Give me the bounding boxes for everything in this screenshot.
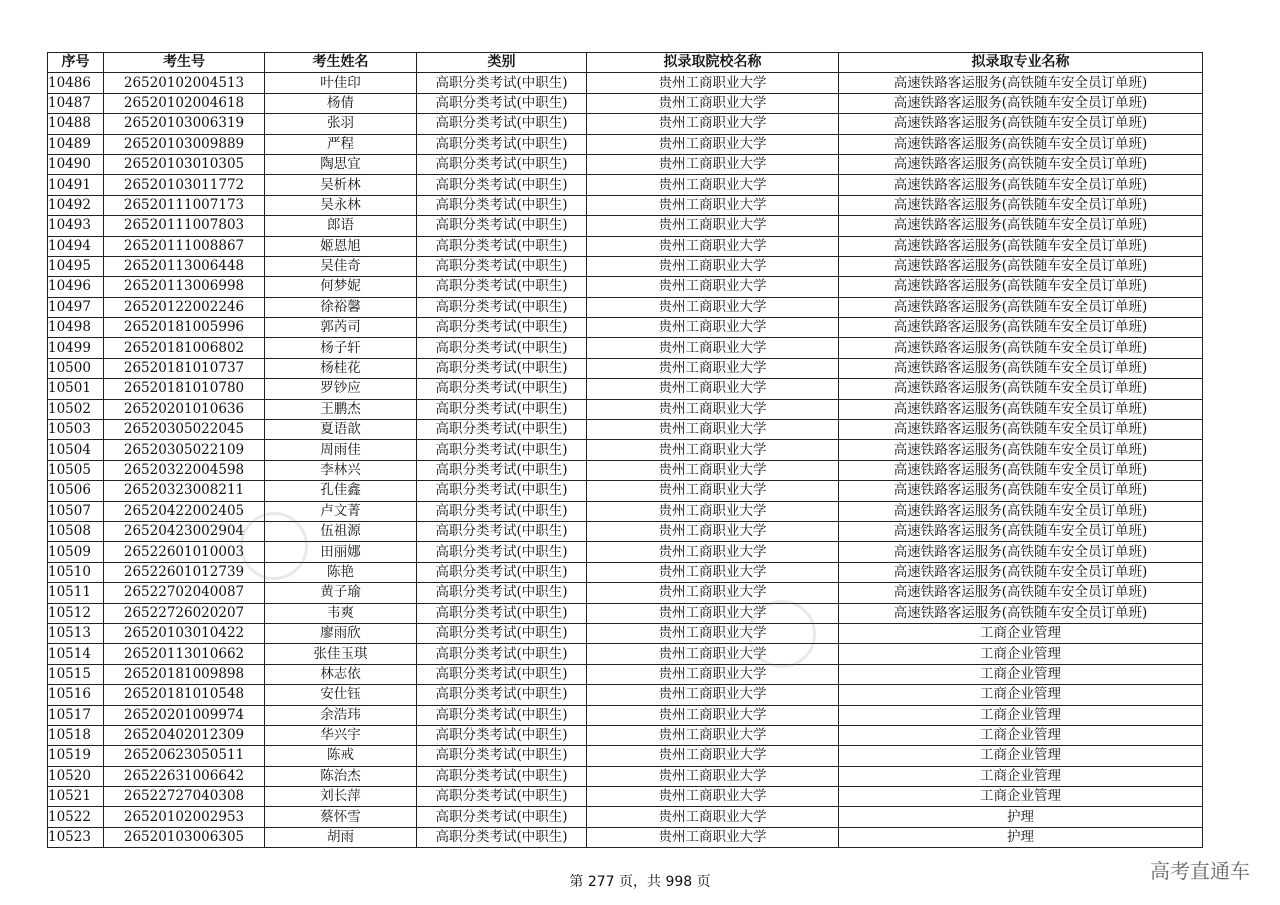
cell-category: 高职分类考试(中职生) (417, 542, 587, 562)
cell-name: 夏语歆 (265, 420, 417, 440)
table-row (48, 93, 1203, 113)
cell-name: 华兴宇 (265, 725, 417, 745)
cell-major: 工商企业管理 (839, 787, 1203, 807)
cell-school: 贵州工商职业大学 (587, 807, 839, 827)
cell-name: 林志依 (265, 664, 417, 684)
cell-school: 贵州工商职业大学 (587, 746, 839, 766)
cell-school: 贵州工商职业大学 (587, 93, 839, 113)
cell-major: 工商企业管理 (839, 725, 1203, 745)
page-number: 第 277 页，共 998 页 (569, 874, 711, 890)
cell-category: 高职分类考试(中职生) (417, 787, 587, 807)
cell-name: 卢文菁 (265, 501, 417, 521)
cell-exam-id: 26520103009889 (104, 134, 265, 154)
cell-major: 高速铁路客运服务(高铁随车安全员订单班) (839, 460, 1203, 480)
cell-category: 高职分类考试(中职生) (417, 725, 587, 745)
cell-exam-id: 26522601012739 (104, 562, 265, 582)
cell-school: 贵州工商职业大学 (587, 603, 839, 623)
cell-major: 工商企业管理 (839, 685, 1203, 705)
cell-category: 高职分类考试(中职生) (417, 746, 587, 766)
cell-seq: 10504 (48, 440, 104, 460)
cell-major: 高速铁路客运服务(高铁随车安全员订单班) (839, 501, 1203, 521)
header-seq: 序号 (48, 53, 104, 73)
cell-exam-id: 26520623050511 (104, 746, 265, 766)
cell-name: 严程 (265, 134, 417, 154)
cell-name: 吴永林 (265, 195, 417, 215)
cell-school: 贵州工商职业大学 (587, 521, 839, 541)
cell-major: 高速铁路客运服务(高铁随车安全员订单班) (839, 603, 1203, 623)
cell-major: 高速铁路客运服务(高铁随车安全员订单班) (839, 73, 1203, 93)
cell-school: 贵州工商职业大学 (587, 685, 839, 705)
cell-name: 余浩玮 (265, 705, 417, 725)
cell-category: 高职分类考试(中职生) (417, 420, 587, 440)
admission-table-container (47, 52, 1202, 848)
table-row (48, 725, 1203, 745)
cell-category: 高职分类考试(中职生) (417, 277, 587, 297)
table-row (48, 623, 1203, 643)
cell-major: 高速铁路客运服务(高铁随车安全员订单班) (839, 297, 1203, 317)
cell-category: 高职分类考试(中职生) (417, 358, 587, 378)
table-row (48, 399, 1203, 419)
cell-category: 高职分类考试(中职生) (417, 705, 587, 725)
cell-seq: 10495 (48, 256, 104, 276)
cell-seq: 10502 (48, 399, 104, 419)
header-name: 考生姓名 (265, 53, 417, 73)
cell-school: 贵州工商职业大学 (587, 766, 839, 786)
table-row (48, 195, 1203, 215)
header-school: 拟录取院校名称 (587, 53, 839, 73)
cell-seq: 10490 (48, 154, 104, 174)
cell-name: 孔佳鑫 (265, 481, 417, 501)
cell-exam-id: 26522601010003 (104, 542, 265, 562)
cell-name: 黄子瑜 (265, 583, 417, 603)
cell-major: 高速铁路客运服务(高铁随车安全员订单班) (839, 521, 1203, 541)
cell-major: 工商企业管理 (839, 664, 1203, 684)
cell-seq: 10522 (48, 807, 104, 827)
cell-seq: 10492 (48, 195, 104, 215)
cell-major: 高速铁路客运服务(高铁随车安全员订单班) (839, 175, 1203, 195)
cell-seq: 10520 (48, 766, 104, 786)
table-row (48, 216, 1203, 236)
cell-major: 高速铁路客运服务(高铁随车安全员订单班) (839, 114, 1203, 134)
cell-seq: 10512 (48, 603, 104, 623)
cell-category: 高职分类考试(中职生) (417, 338, 587, 358)
header-exam-id: 考生号 (104, 53, 265, 73)
cell-school: 贵州工商职业大学 (587, 787, 839, 807)
cell-exam-id: 26520181005996 (104, 318, 265, 338)
cell-name: 田丽娜 (265, 542, 417, 562)
cell-school: 贵州工商职业大学 (587, 134, 839, 154)
cell-exam-id: 26522702040087 (104, 583, 265, 603)
cell-exam-id: 26520103006319 (104, 114, 265, 134)
brand-watermark: 高考直通车 (1150, 859, 1250, 883)
cell-school: 贵州工商职业大学 (587, 583, 839, 603)
cell-exam-id: 26520111007173 (104, 195, 265, 215)
cell-category: 高职分类考试(中职生) (417, 93, 587, 113)
cell-exam-id: 26520113010662 (104, 644, 265, 664)
cell-name: 郭芮司 (265, 318, 417, 338)
cell-seq: 10501 (48, 379, 104, 399)
cell-exam-id: 26520102004618 (104, 93, 265, 113)
cell-exam-id: 26520181006802 (104, 338, 265, 358)
cell-school: 贵州工商职业大学 (587, 256, 839, 276)
cell-major: 高速铁路客运服务(高铁随车安全员订单班) (839, 216, 1203, 236)
table-row (48, 807, 1203, 827)
watermark-seal-left (240, 512, 308, 580)
cell-category: 高职分类考试(中职生) (417, 562, 587, 582)
cell-exam-id: 26520103010422 (104, 623, 265, 643)
cell-name: 郎语 (265, 216, 417, 236)
cell-category: 高职分类考试(中职生) (417, 644, 587, 664)
cell-seq: 10493 (48, 216, 104, 236)
cell-exam-id: 26522726020207 (104, 603, 265, 623)
cell-seq: 10517 (48, 705, 104, 725)
cell-category: 高职分类考试(中职生) (417, 114, 587, 134)
cell-major: 高速铁路客运服务(高铁随车安全员订单班) (839, 399, 1203, 419)
cell-major: 工商企业管理 (839, 644, 1203, 664)
table-row (48, 338, 1203, 358)
cell-exam-id: 26520103010305 (104, 154, 265, 174)
cell-category: 高职分类考试(中职生) (417, 297, 587, 317)
cell-category: 高职分类考试(中职生) (417, 807, 587, 827)
cell-name: 韦爽 (265, 603, 417, 623)
cell-seq: 10505 (48, 460, 104, 480)
cell-major: 高速铁路客运服务(高铁随车安全员订单班) (839, 358, 1203, 378)
cell-exam-id: 26522727040308 (104, 787, 265, 807)
cell-exam-id: 26520422002405 (104, 501, 265, 521)
cell-major: 高速铁路客运服务(高铁随车安全员订单班) (839, 420, 1203, 440)
cell-seq: 10514 (48, 644, 104, 664)
table-row (48, 787, 1203, 807)
cell-school: 贵州工商职业大学 (587, 73, 839, 93)
cell-major: 工商企业管理 (839, 623, 1203, 643)
cell-school: 贵州工商职业大学 (587, 114, 839, 134)
cell-school: 贵州工商职业大学 (587, 216, 839, 236)
cell-category: 高职分类考试(中职生) (417, 460, 587, 480)
cell-major: 护理 (839, 827, 1203, 847)
cell-category: 高职分类考试(中职生) (417, 481, 587, 501)
table-row (48, 460, 1203, 480)
cell-seq: 10515 (48, 664, 104, 684)
cell-name: 姬恩旭 (265, 236, 417, 256)
cell-category: 高职分类考试(中职生) (417, 501, 587, 521)
cell-exam-id: 26520113006448 (104, 256, 265, 276)
cell-category: 高职分类考试(中职生) (417, 318, 587, 338)
table-row (48, 256, 1203, 276)
cell-school: 贵州工商职业大学 (587, 481, 839, 501)
table-row (48, 73, 1203, 93)
cell-category: 高职分类考试(中职生) (417, 521, 587, 541)
cell-name: 陈艳 (265, 562, 417, 582)
cell-seq: 10496 (48, 277, 104, 297)
table-row (48, 603, 1203, 623)
cell-seq: 10511 (48, 583, 104, 603)
cell-name: 陶思宜 (265, 154, 417, 174)
table-row (48, 521, 1203, 541)
cell-major: 工商企业管理 (839, 746, 1203, 766)
cell-major: 高速铁路客运服务(高铁随车安全员订单班) (839, 379, 1203, 399)
cell-school: 贵州工商职业大学 (587, 236, 839, 256)
cell-major: 高速铁路客运服务(高铁随车安全员订单班) (839, 93, 1203, 113)
table-row (48, 297, 1203, 317)
cell-exam-id: 26520111007803 (104, 216, 265, 236)
cell-major: 工商企业管理 (839, 766, 1203, 786)
cell-seq: 10518 (48, 725, 104, 745)
header-row (48, 53, 1203, 73)
cell-seq: 10497 (48, 297, 104, 317)
cell-category: 高职分类考试(中职生) (417, 216, 587, 236)
cell-exam-id: 26520181010780 (104, 379, 265, 399)
cell-category: 高职分类考试(中职生) (417, 175, 587, 195)
table-row (48, 501, 1203, 521)
cell-name: 安仕钰 (265, 685, 417, 705)
cell-seq: 10489 (48, 134, 104, 154)
cell-category: 高职分类考试(中职生) (417, 827, 587, 847)
cell-exam-id: 26520102004513 (104, 73, 265, 93)
cell-major: 高速铁路客运服务(高铁随车安全员订单班) (839, 562, 1203, 582)
cell-name: 叶佳印 (265, 73, 417, 93)
cell-name: 张羽 (265, 114, 417, 134)
cell-exam-id: 26520322004598 (104, 460, 265, 480)
cell-major: 高速铁路客运服务(高铁随车安全员订单班) (839, 583, 1203, 603)
cell-seq: 10500 (48, 358, 104, 378)
cell-name: 廖雨欣 (265, 623, 417, 643)
cell-seq: 10523 (48, 827, 104, 847)
table-row (48, 583, 1203, 603)
cell-exam-id: 26520122002246 (104, 297, 265, 317)
cell-name: 吴佳奇 (265, 256, 417, 276)
cell-major: 工商企业管理 (839, 705, 1203, 725)
cell-school: 贵州工商职业大学 (587, 562, 839, 582)
header-category: 类别 (417, 53, 587, 73)
watermark-seal-right (748, 600, 816, 668)
cell-major: 高速铁路客运服务(高铁随车安全员订单班) (839, 236, 1203, 256)
cell-major: 高速铁路客运服务(高铁随车安全员订单班) (839, 481, 1203, 501)
cell-seq: 10487 (48, 93, 104, 113)
cell-name: 罗钞应 (265, 379, 417, 399)
table-row (48, 358, 1203, 378)
cell-seq: 10491 (48, 175, 104, 195)
cell-school: 贵州工商职业大学 (587, 318, 839, 338)
cell-category: 高职分类考试(中职生) (417, 664, 587, 684)
cell-seq: 10499 (48, 338, 104, 358)
cell-seq: 10521 (48, 787, 104, 807)
cell-school: 贵州工商职业大学 (587, 195, 839, 215)
cell-major: 护理 (839, 807, 1203, 827)
cell-seq: 10519 (48, 746, 104, 766)
admission-table (47, 52, 1203, 848)
cell-exam-id: 26520111008867 (104, 236, 265, 256)
cell-exam-id: 26520181009898 (104, 664, 265, 684)
cell-category: 高职分类考试(中职生) (417, 195, 587, 215)
table-row (48, 705, 1203, 725)
cell-name: 张佳玉琪 (265, 644, 417, 664)
cell-seq: 10509 (48, 542, 104, 562)
cell-seq: 10498 (48, 318, 104, 338)
cell-exam-id: 26522631006642 (104, 766, 265, 786)
table-row (48, 318, 1203, 338)
cell-seq: 10508 (48, 521, 104, 541)
cell-exam-id: 26520103011772 (104, 175, 265, 195)
table-row (48, 114, 1203, 134)
cell-school: 贵州工商职业大学 (587, 827, 839, 847)
cell-school: 贵州工商职业大学 (587, 297, 839, 317)
cell-seq: 10513 (48, 623, 104, 643)
cell-seq: 10506 (48, 481, 104, 501)
cell-category: 高职分类考试(中职生) (417, 256, 587, 276)
cell-major: 高速铁路客运服务(高铁随车安全员订单班) (839, 256, 1203, 276)
cell-name: 周雨佳 (265, 440, 417, 460)
table-row (48, 664, 1203, 684)
cell-seq: 10503 (48, 420, 104, 440)
cell-school: 贵州工商职业大学 (587, 501, 839, 521)
cell-school: 贵州工商职业大学 (587, 664, 839, 684)
table-row (48, 746, 1203, 766)
cell-exam-id: 26520201009974 (104, 705, 265, 725)
cell-category: 高职分类考试(中职生) (417, 134, 587, 154)
table-row (48, 481, 1203, 501)
cell-school: 贵州工商职业大学 (587, 358, 839, 378)
cell-category: 高职分类考试(中职生) (417, 583, 587, 603)
cell-category: 高职分类考试(中职生) (417, 685, 587, 705)
cell-category: 高职分类考试(中职生) (417, 766, 587, 786)
cell-seq: 10494 (48, 236, 104, 256)
cell-major: 高速铁路客运服务(高铁随车安全员订单班) (839, 318, 1203, 338)
cell-major: 高速铁路客运服务(高铁随车安全员订单班) (839, 542, 1203, 562)
cell-school: 贵州工商职业大学 (587, 725, 839, 745)
cell-school: 贵州工商职业大学 (587, 705, 839, 725)
cell-exam-id: 26520402012309 (104, 725, 265, 745)
cell-exam-id: 26520181010737 (104, 358, 265, 378)
cell-category: 高职分类考试(中职生) (417, 399, 587, 419)
cell-major: 高速铁路客运服务(高铁随车安全员订单班) (839, 338, 1203, 358)
table-body (48, 73, 1203, 848)
cell-name: 伍祖源 (265, 521, 417, 541)
cell-school: 贵州工商职业大学 (587, 623, 839, 643)
cell-major: 高速铁路客运服务(高铁随车安全员订单班) (839, 440, 1203, 460)
cell-school: 贵州工商职业大学 (587, 154, 839, 174)
cell-name: 胡雨 (265, 827, 417, 847)
cell-name: 杨子轩 (265, 338, 417, 358)
cell-name: 徐裕馨 (265, 297, 417, 317)
table-row (48, 827, 1203, 847)
table-row (48, 236, 1203, 256)
cell-seq: 10486 (48, 73, 104, 93)
cell-school: 贵州工商职业大学 (587, 420, 839, 440)
cell-name: 王鹏杰 (265, 399, 417, 419)
cell-name: 杨桂花 (265, 358, 417, 378)
cell-school: 贵州工商职业大学 (587, 440, 839, 460)
cell-school: 贵州工商职业大学 (587, 379, 839, 399)
cell-name: 蔡怀雪 (265, 807, 417, 827)
cell-school: 贵州工商职业大学 (587, 644, 839, 664)
cell-seq: 10507 (48, 501, 104, 521)
cell-exam-id: 26520113006998 (104, 277, 265, 297)
cell-school: 贵州工商职业大学 (587, 277, 839, 297)
cell-category: 高职分类考试(中职生) (417, 236, 587, 256)
table-row (48, 644, 1203, 664)
cell-exam-id: 26520305022109 (104, 440, 265, 460)
table-row (48, 766, 1203, 786)
cell-seq: 10488 (48, 114, 104, 134)
table-row (48, 154, 1203, 174)
cell-category: 高职分类考试(中职生) (417, 73, 587, 93)
cell-exam-id: 26520181010548 (104, 685, 265, 705)
cell-major: 高速铁路客运服务(高铁随车安全员订单班) (839, 277, 1203, 297)
cell-category: 高职分类考试(中职生) (417, 154, 587, 174)
cell-school: 贵州工商职业大学 (587, 338, 839, 358)
cell-school: 贵州工商职业大学 (587, 399, 839, 419)
table-row (48, 542, 1203, 562)
cell-category: 高职分类考试(中职生) (417, 440, 587, 460)
cell-name: 李林兴 (265, 460, 417, 480)
cell-name: 刘长萍 (265, 787, 417, 807)
cell-name: 吴析林 (265, 175, 417, 195)
table-row (48, 175, 1203, 195)
cell-exam-id: 26520201010636 (104, 399, 265, 419)
cell-seq: 10516 (48, 685, 104, 705)
cell-major: 高速铁路客运服务(高铁随车安全员订单班) (839, 134, 1203, 154)
cell-category: 高职分类考试(中职生) (417, 603, 587, 623)
cell-school: 贵州工商职业大学 (587, 542, 839, 562)
table-row (48, 562, 1203, 582)
cell-major: 高速铁路客运服务(高铁随车安全员订单班) (839, 154, 1203, 174)
table-row (48, 134, 1203, 154)
cell-exam-id: 26520102002953 (104, 807, 265, 827)
cell-exam-id: 26520423002904 (104, 521, 265, 541)
header-major: 拟录取专业名称 (839, 53, 1203, 73)
cell-name: 何梦妮 (265, 277, 417, 297)
cell-category: 高职分类考试(中职生) (417, 623, 587, 643)
cell-school: 贵州工商职业大学 (587, 460, 839, 480)
table-row (48, 685, 1203, 705)
cell-exam-id: 26520323008211 (104, 481, 265, 501)
cell-major: 高速铁路客运服务(高铁随车安全员订单班) (839, 195, 1203, 215)
cell-seq: 10510 (48, 562, 104, 582)
table-row (48, 277, 1203, 297)
cell-category: 高职分类考试(中职生) (417, 379, 587, 399)
cell-school: 贵州工商职业大学 (587, 175, 839, 195)
table-row (48, 420, 1203, 440)
cell-exam-id: 26520103006305 (104, 827, 265, 847)
table-row (48, 379, 1203, 399)
cell-name: 陈治杰 (265, 766, 417, 786)
cell-exam-id: 26520305022045 (104, 420, 265, 440)
table-row (48, 440, 1203, 460)
cell-name: 杨倩 (265, 93, 417, 113)
cell-name: 陈戒 (265, 746, 417, 766)
